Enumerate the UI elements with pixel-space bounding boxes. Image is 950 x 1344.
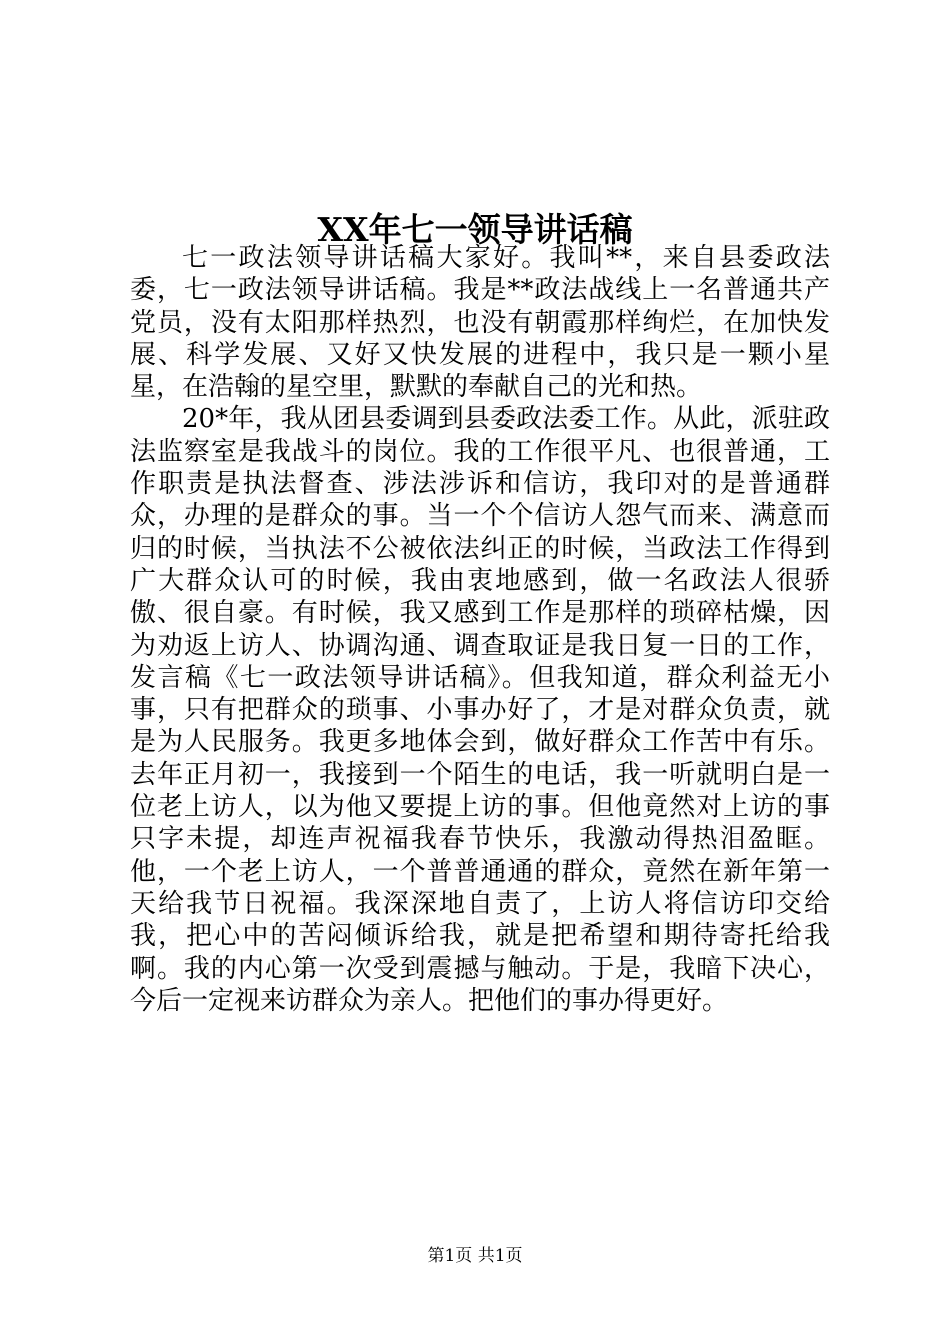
document-title: XX年七一领导讲话稿 xyxy=(317,210,633,250)
paragraph-2: 20*年，我从团县委调到县委政法委工作。从此，派驻政法监察室是我战斗的岗位。我的工作很平凡、也很普通，工作职责是执法督查、涉法涉诉和信访，我印对的是普通群众，办理的是群众的事。当一个个信访人怨气而来、满意而归的时候，当执法不公被依法纠正的时候，当政法工作得到广大群众认可的时候，我由衷地感到，做一名政法人很骄傲、很自豪。有时候，我又感到工作是那样的琐碎枯燥，因为劝返上访人、协调沟通、调查取证是我日复一日的工作，发言稿《七一政法领导讲话稿》。但我知道，群众利益无小事，只有把群众的琐事、小事办好了，才是对群众负责，就是为人民服务。我更多地体会到，做好群众工作苦中有乐。去年正月初一，我接到一个陌生的电话，我一听就明白是一位老上访人，以为他又要提上访的事。但他竟然对上访的事只字未提，却连声祝福我春节快乐，我激动得热泪盈眶。他，一个老上访人，一个普普通通的群众，竟然在新年第一天给我节日祝福。我深深地自责了，上访人将信访印交给我，把心中的苦闷倾诉给我，就是把希望和期待寄托给我啊。我的内心第一次受到震撼与触动。于是，我暗下决心，今后一定视来访群众为亲人。把他们的事办得更好。 xyxy=(130,404,830,1016)
document-body xyxy=(130,242,830,1017)
paragraph-1: 七一政法领导讲话稿大家好。我叫**，来自县委政法委，七一政法领导讲话稿。我是**政法战线上一名普通共产党员，没有太阳那样热烈，也没有朝霞那样绚烂，在加快发展、科学发展、又好又快发展的进程中，我只是一颗小星星，在浩翰的星空里，默默的奉献自己的光和热。 xyxy=(130,243,830,403)
page-footer: 第1页 共1页 xyxy=(427,1246,523,1266)
